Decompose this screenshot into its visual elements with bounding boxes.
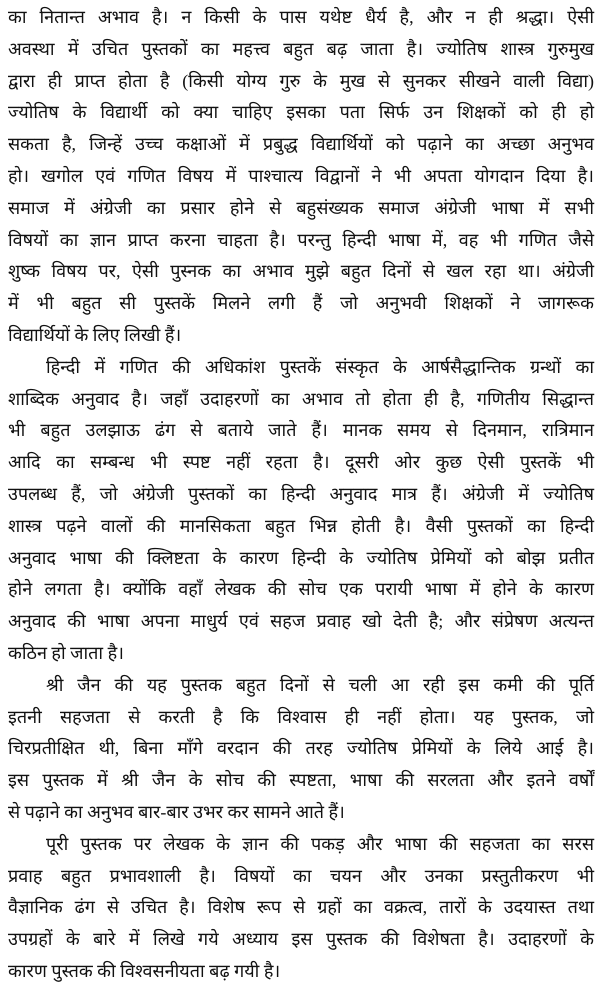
text-line: होने लगता है। क्योंकि वहाँ लेखक की सोच एक परायी भाषा में होने के कारण <box>8 579 594 600</box>
text-line: चिरप्रतीक्षित थी, बिना माँगे वरदान की तरह ज्योतिष प्रेमियों के लिये आई है। <box>8 738 594 759</box>
text-line: हो। खगोल एवं गणित विषय में पाश्चात्य विद्वानों ने भी अपता योगदान दिया है। <box>8 165 594 186</box>
text-line: प्रवाह बहुत प्रभावशाली है। विषयों का चयन और उनका प्रस्तुतीकरण भी <box>8 865 594 886</box>
text-line: शुष्क विषय पर, ऐसी पुस्नक का अभाव मुझे बहुत दिनों से खल रहा था। अंग्रेजी <box>8 261 594 282</box>
paragraph <box>8 829 594 988</box>
text-line: आदि का सम्बन्ध भी स्पष्ट नहीं रहता है। दूसरी ओर कुछ ऐसी पुस्तकें भी <box>8 452 594 473</box>
paragraph <box>8 670 594 829</box>
text-line: शास्त्र पढ़ने वालों की मानसिकता बहुत भिन्न होती है। वैसी पुस्तकों का हिन्दी <box>8 515 594 536</box>
text-line: इतनी सहजता से करती है कि विश्वास ही नहीं होता। यह पुस्तक, जो <box>8 706 594 727</box>
text-line: से पढ़ाने का अनुभव बार-बार उभर कर सामने आते हैं। <box>8 801 345 822</box>
paragraph <box>8 2 594 352</box>
text-line: ज्योतिष के विद्यार्थी को क्या चाहिए इसका पता सिर्फ उन शिक्षकों को ही हो <box>8 102 594 123</box>
text-line: का नितान्त अभाव है। न किसी के पास यथेष्ट धैर्य है, और न ही श्रद्धा। ऐसी <box>8 7 594 27</box>
text-line: कारण पुस्तक की विश्वसनीयता बढ़ गयी है। <box>8 960 281 981</box>
text-line: विद्यार्थियों के लिए लिखी हैं। <box>8 324 182 345</box>
text-line: अनुवाद की भाषा अपना माधुर्य एवं सहज प्रवाह खो देती है; और संप्रेषण अत्यन्त <box>8 611 594 632</box>
paragraph <box>8 352 594 670</box>
document-page <box>8 2 594 988</box>
text-line: शाब्दिक अनुवाद है। जहाँ उदाहरणों का अभाव तो होता ही है, गणितीय सिद्धान्त <box>8 388 594 409</box>
text-line: में भी बहुत सी पुस्तकें मिलने लगी हैं जो अनुभवी शिक्षकों ने जागरूक <box>8 293 594 314</box>
text-line: समाज में अंग्रेजी का प्रसार होने से बहुसंख्यक समाज अंग्रेजी भाषा में सभी <box>8 197 594 218</box>
text-line: उपग्रहों के बारे में लिखे गये अध्याय इस पुस्तक की विशेषता है। उदाहरणों के <box>8 929 594 950</box>
text-line: कठिन हो जाता है। <box>8 642 124 663</box>
text-line: विषयों का ज्ञान प्राप्त करना चाहता है। परन्तु हिन्दी भाषा में, वह भी गणित जैसे <box>8 229 594 250</box>
text-line: सकता है, जिन्हें उच्च कक्षाओं में प्रबुद्ध विद्यार्थियों को पढ़ाने का अच्छा अनुभव <box>8 134 594 155</box>
text-line: पूरी पुस्तक पर लेखक के ज्ञान की पकड़ और भाषा की सहजता का सरस <box>46 833 594 854</box>
text-line: अवस्था में उचित पुस्तकों का महत्त्व बहुत बढ़ जाता है। ज्योतिष शास्त्र गुरुमुख <box>8 38 594 59</box>
text-line: हिन्दी में गणित की अधिकांश पुस्तकें संस्कृत के आर्षसैद्धान्तिक ग्रन्थों का <box>46 356 594 377</box>
text-line: वैज्ञानिक ढंग से उचित है। विशेष रूप से ग्रहों का वक्रत्व, तारों के उदयास्त तथा <box>8 897 594 918</box>
text-line: उपलब्ध हैं, जो अंग्रेजी पुस्तकों का हिन्दी अनुवाद मात्र हैं। अंग्रेजी में ज्योतिष <box>8 483 594 504</box>
text-line: श्री जैन की यह पुस्तक बहुत दिनों से चली आ रही इस कमी की पूर्ति <box>46 674 594 695</box>
text-line: द्वारा ही प्राप्त होता है (किसी योग्य गुरु के मुख से सुनकर सीखने वाली विद्या) <box>8 70 594 91</box>
text-line: इस पुस्तक में श्री जैन के सोच की स्पष्टता, भाषा की सरलता और इतने वर्षों <box>8 770 594 791</box>
text-line: भी बहुत उलझाऊ ढंग से बताये जाते हैं। मानक समय से दिनमान, रात्रिमान <box>8 420 594 441</box>
text-line: अनुवाद भाषा की क्लिष्टता के कारण हिन्दी के ज्योतिष प्रेमियों को बोझ प्रतीत <box>8 547 594 568</box>
